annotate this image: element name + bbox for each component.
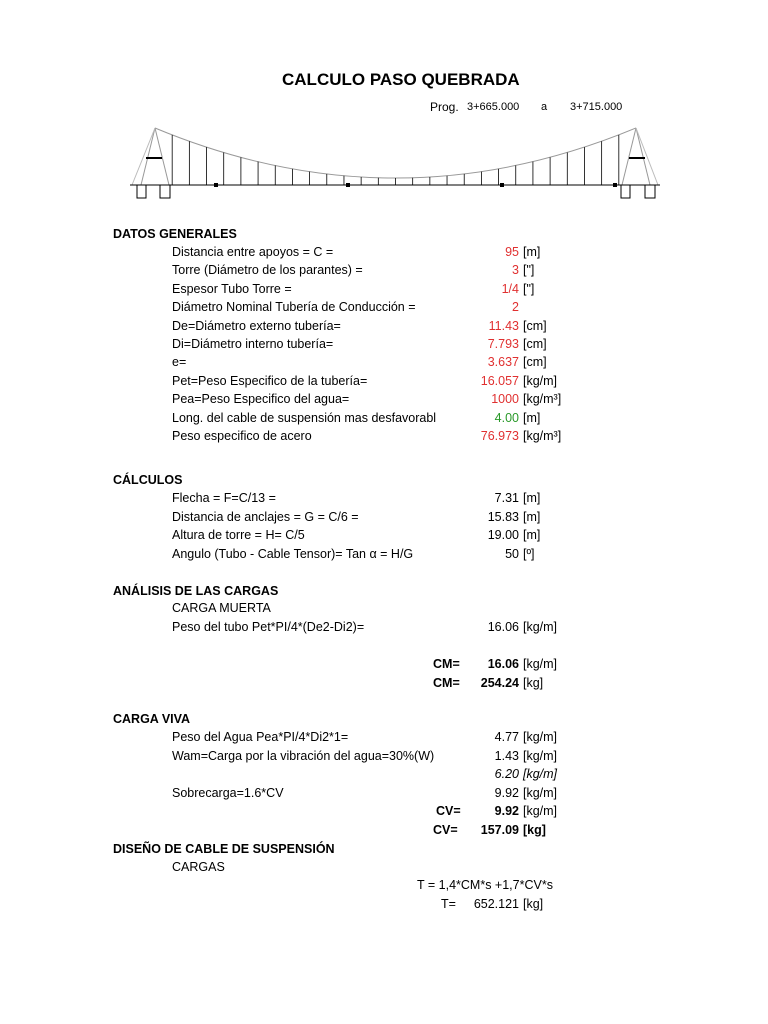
prog-sep: a (541, 101, 548, 113)
row-unit: [m] (523, 491, 541, 505)
data-row (0, 767, 768, 785)
data-row (0, 245, 768, 263)
row-label: Sobrecarga=1.6*CV (172, 785, 284, 800)
row-value: 7.793 (487, 337, 519, 351)
row-label: e= (172, 355, 187, 370)
cargas-label: CARGAS (172, 860, 225, 874)
row-unit: [cm] (523, 355, 547, 370)
row-label: Peso del tubo Pet*PI/4*(De2-Di2)= (172, 620, 365, 634)
tension-unit: [kg] (523, 897, 544, 911)
row-unit: [m] (523, 245, 541, 259)
row-value: 95 (505, 245, 519, 259)
row-unit: [m] (523, 410, 541, 425)
row-label: Wam=Carga por la vibración del agua=30%(W) (172, 748, 435, 763)
section-datos-generales: DATOS GENERALES (113, 227, 237, 241)
row-label: De=Diámetro externo tubería= (172, 318, 341, 333)
cv-label: CV= (433, 823, 458, 837)
row-value: 11.43 (488, 318, 519, 333)
prog-to: 3+715.000 (570, 101, 623, 113)
row-value: 6.20 (494, 767, 519, 781)
row-unit: [kg/m] (523, 373, 558, 388)
row-value: 16.057 (480, 373, 519, 388)
cm-value: 254.24 (480, 676, 519, 690)
data-row (0, 730, 768, 748)
row-value: 3 (512, 263, 519, 278)
row-label: Di=Diámetro interno tubería= (172, 337, 334, 351)
row-unit: [kg/m³] (523, 429, 562, 443)
data-row (0, 786, 768, 804)
row-unit: [m] (523, 528, 541, 542)
data-row (0, 491, 768, 509)
row-unit: [m] (523, 509, 541, 524)
section-carga-viva: CARGA VIVA (113, 712, 191, 726)
cv-value: 157.09 (480, 823, 519, 837)
row-unit: [kg/m] (523, 785, 558, 800)
cv-unit: [kg] (523, 823, 546, 837)
row-value: 9.92 (494, 785, 519, 800)
section-diseno-cable: DISEÑO DE CABLE DE SUSPENSIÓN (113, 842, 335, 856)
row-value: 7.31 (494, 491, 519, 505)
data-row (0, 319, 768, 337)
row-unit: ["] (523, 263, 535, 278)
row-unit: [cm] (523, 337, 547, 351)
section-analisis: ANÁLISIS DE LAS CARGAS (113, 584, 279, 598)
row-unit: [kg/m] (523, 730, 558, 744)
data-row (0, 429, 768, 447)
data-row (0, 749, 768, 767)
row-unit: [kg/m³] (523, 392, 562, 407)
suspension-bridge-diagram (0, 0, 768, 210)
row-label: Torre (Diámetro de los parantes) = (172, 263, 363, 278)
page-title: CALCULO PASO QUEBRADA (282, 70, 520, 89)
cv-kgm-row (0, 804, 768, 822)
peso-tubo-row (0, 620, 768, 638)
row-value: 50 (505, 546, 519, 561)
tension-value: 652.121 (473, 897, 519, 911)
row-label: Angulo (Tubo - Cable Tensor)= Tan α = H/G (172, 546, 414, 561)
row-value: 16.06 (487, 620, 519, 634)
tension-label: T= (441, 897, 456, 911)
data-row (0, 337, 768, 355)
row-label: Diámetro Nominal Tubería de Conducción = (172, 300, 416, 315)
row-value: 1000 (491, 392, 519, 407)
cm-unit: [kg/m] (523, 657, 558, 671)
cv-kg-row (0, 823, 768, 841)
row-unit: ["] (523, 281, 535, 296)
row-unit: [kg/m] (523, 767, 558, 781)
row-value: 76.973 (480, 429, 519, 443)
cm-value: 16.06 (487, 657, 519, 671)
tension-formula: T = 1,4*CM*s +1,7*CV*s (417, 878, 553, 892)
row-label: Peso especifico de acero (172, 429, 312, 443)
row-value: 2 (512, 300, 519, 315)
row-label: Pet=Peso Especifico de la tubería= (172, 373, 368, 388)
prog-label: Prog. (430, 100, 459, 114)
row-unit: [kg/m] (523, 748, 558, 763)
data-row (0, 510, 768, 528)
data-row (0, 263, 768, 281)
row-value: 15.83 (487, 509, 519, 524)
section-calculos: CÁLCULOS (113, 473, 183, 487)
row-label: Long. del cable de suspensión mas desfavorabl (172, 410, 437, 425)
cv-label: CV= (436, 804, 461, 818)
cm-unit: [kg] (523, 676, 544, 690)
row-value: 1/4 (501, 281, 519, 296)
row-value: 3.637 (487, 355, 519, 370)
row-label: Espesor Tubo Torre = (172, 281, 292, 296)
row-unit: [º] (523, 546, 535, 561)
carga-muerta-label: CARGA MUERTA (172, 601, 271, 615)
cm-label: CM= (433, 657, 460, 671)
tension-row (0, 897, 768, 915)
data-row (0, 392, 768, 410)
cm-kgm-row (0, 657, 768, 675)
row-unit: [kg/m] (523, 620, 558, 634)
row-value: 4.77 (494, 730, 519, 744)
data-row (0, 355, 768, 373)
cm-label: CM= (433, 676, 460, 690)
cv-value: 9.92 (494, 804, 519, 818)
row-value: 19.00 (487, 528, 519, 542)
data-row (0, 282, 768, 300)
data-row (0, 547, 768, 565)
row-unit: [cm] (523, 318, 547, 333)
row-label: Altura de torre = H= C/5 (172, 528, 305, 542)
row-label: Flecha = F=C/13 = (172, 491, 276, 505)
data-row (0, 528, 768, 546)
row-value: 4.00 (494, 410, 519, 425)
row-label: Distancia entre apoyos = C = (172, 245, 334, 259)
row-label: Pea=Peso Especifico del agua= (172, 392, 350, 407)
data-row (0, 300, 768, 318)
row-label: Distancia de anclajes = G = C/6 = (172, 509, 359, 524)
cv-unit: [kg/m] (523, 804, 558, 818)
data-row (0, 374, 768, 392)
row-value: 1.43 (494, 748, 519, 763)
prog-from: 3+665.000 (467, 101, 520, 113)
data-row (0, 411, 768, 429)
row-label: Peso del Agua Pea*PI/4*Di2*1= (172, 730, 349, 744)
cm-kg-row (0, 676, 768, 694)
